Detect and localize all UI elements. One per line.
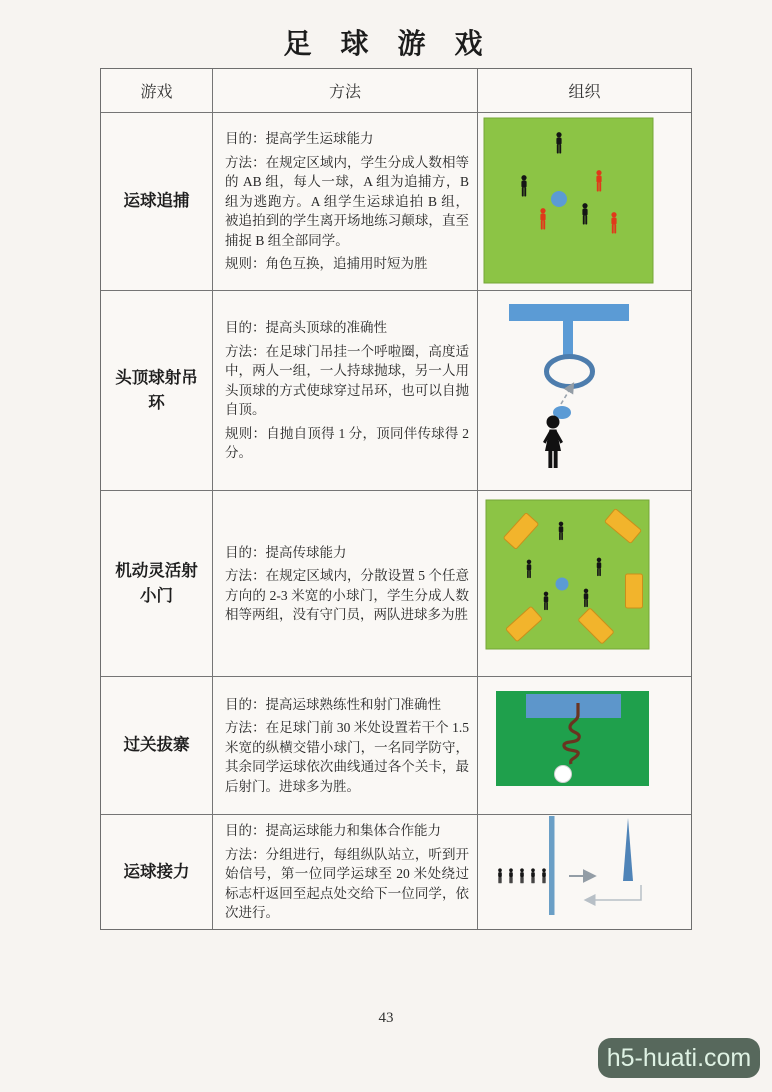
game-name-cell: 机动灵活射小门 bbox=[101, 491, 213, 677]
ball-icon bbox=[551, 191, 567, 207]
ball-icon bbox=[555, 766, 572, 783]
purpose-text: 目的：提高传球能力 bbox=[225, 544, 347, 560]
player-black-icon bbox=[520, 868, 524, 883]
column-header-game: 游戏 bbox=[101, 69, 213, 113]
method-text: 方法：在规定区域内，分散设置 5 个任意方向的 2-3 米宽的小球门，学生分成人数相等两组，没有守门员，两队进球多为胜 bbox=[225, 568, 469, 622]
games-table bbox=[100, 68, 692, 930]
return-arrow-icon bbox=[586, 885, 641, 900]
column-header-method: 方法 bbox=[213, 69, 478, 113]
hanging-ring-diagram bbox=[478, 291, 691, 491]
page-number: 43 bbox=[378, 1010, 394, 1026]
five-goals-diagram bbox=[478, 491, 691, 677]
method-cell bbox=[213, 291, 478, 491]
game-name-cell: 头顶球射吊环 bbox=[101, 291, 213, 491]
purpose-text: 目的：提高运球能力和集体合作能力 bbox=[225, 823, 441, 839]
purpose-text: 目的：提高运球熟练性和射门准确性 bbox=[225, 696, 441, 712]
rule-text: 规则：自抛自顶得 1 分，顶同伴传球得 2 分。 bbox=[225, 425, 469, 461]
start-line-icon bbox=[549, 816, 555, 915]
player-black-icon bbox=[542, 868, 546, 883]
player-black-icon bbox=[531, 868, 535, 883]
game-name-cell: 运球追捕 bbox=[101, 113, 213, 291]
purpose-text: 目的：提高学生运球能力 bbox=[225, 131, 374, 147]
organization-diagram-relay bbox=[478, 815, 691, 929]
hanger-stem-icon bbox=[563, 321, 573, 356]
watermark-badge bbox=[598, 1038, 760, 1078]
game-name-cell: 过关拔寨 bbox=[101, 677, 213, 815]
watermark-text: h5-huati.com bbox=[606, 1043, 752, 1072]
player-black-icon bbox=[509, 868, 513, 883]
relay-diagram bbox=[478, 815, 691, 929]
column-header-organization: 组织 bbox=[478, 69, 691, 113]
method-cell bbox=[213, 815, 478, 929]
organization-diagram-goals bbox=[478, 491, 691, 677]
method-text: 方法：在规定区域内，学生分成人数相等的 AB 组，每人一球，A 组为追捕方，B 组为逃跑方。A 组学生运球追拍 B 组，被追拍到的学生离开场地练习颠球，直至捕捉 B 组全部同学。 bbox=[225, 154, 469, 248]
organization-diagram-ring bbox=[478, 291, 691, 491]
organization-diagram-slalom bbox=[478, 677, 691, 815]
chase-field-diagram bbox=[478, 113, 691, 291]
field-rect bbox=[484, 118, 653, 283]
goal-rect bbox=[526, 694, 621, 718]
organization-diagram-chase bbox=[478, 113, 691, 291]
crossbar-icon bbox=[509, 304, 629, 321]
method-text: 方法：在足球门吊挂一个呼啦圈，高度适中，两人一组，一人持球抛球，另一人用头顶球的方式使球穿过吊环，也可以自抛自顶。 bbox=[225, 343, 469, 418]
player-black-icon bbox=[498, 868, 502, 883]
rule-text: 规则：角色互换，追捕用时短为胜 bbox=[225, 256, 428, 272]
ball-icon bbox=[556, 578, 569, 591]
method-cell bbox=[213, 113, 478, 291]
method-cell bbox=[213, 491, 478, 677]
method-text: 方法：分组进行，每组纵队站立，听到开始信号，第一位同学运球至 20 米处绕过标志杆返回至起点处交给下一位同学，依次进行。 bbox=[225, 846, 469, 921]
hula-hoop-icon bbox=[547, 357, 593, 387]
purpose-text: 目的：提高头顶球的准确性 bbox=[225, 320, 387, 336]
player-icon bbox=[543, 416, 563, 469]
page-title: 足 球 游 戏 bbox=[283, 29, 489, 60]
mini-goal-icon bbox=[626, 574, 643, 608]
method-cell bbox=[213, 677, 478, 815]
method-text: 方法：在足球门前 30 米处设置若干个 1.5 米宽的纵横交错小球门，一名同学防守，其余同学运球依次曲线通过各个关卡，最后射门。进球多为胜。 bbox=[225, 720, 469, 794]
game-name-cell: 运球接力 bbox=[101, 815, 213, 929]
slalom-shoot-diagram bbox=[478, 677, 691, 815]
marker-pole-icon bbox=[623, 818, 633, 881]
